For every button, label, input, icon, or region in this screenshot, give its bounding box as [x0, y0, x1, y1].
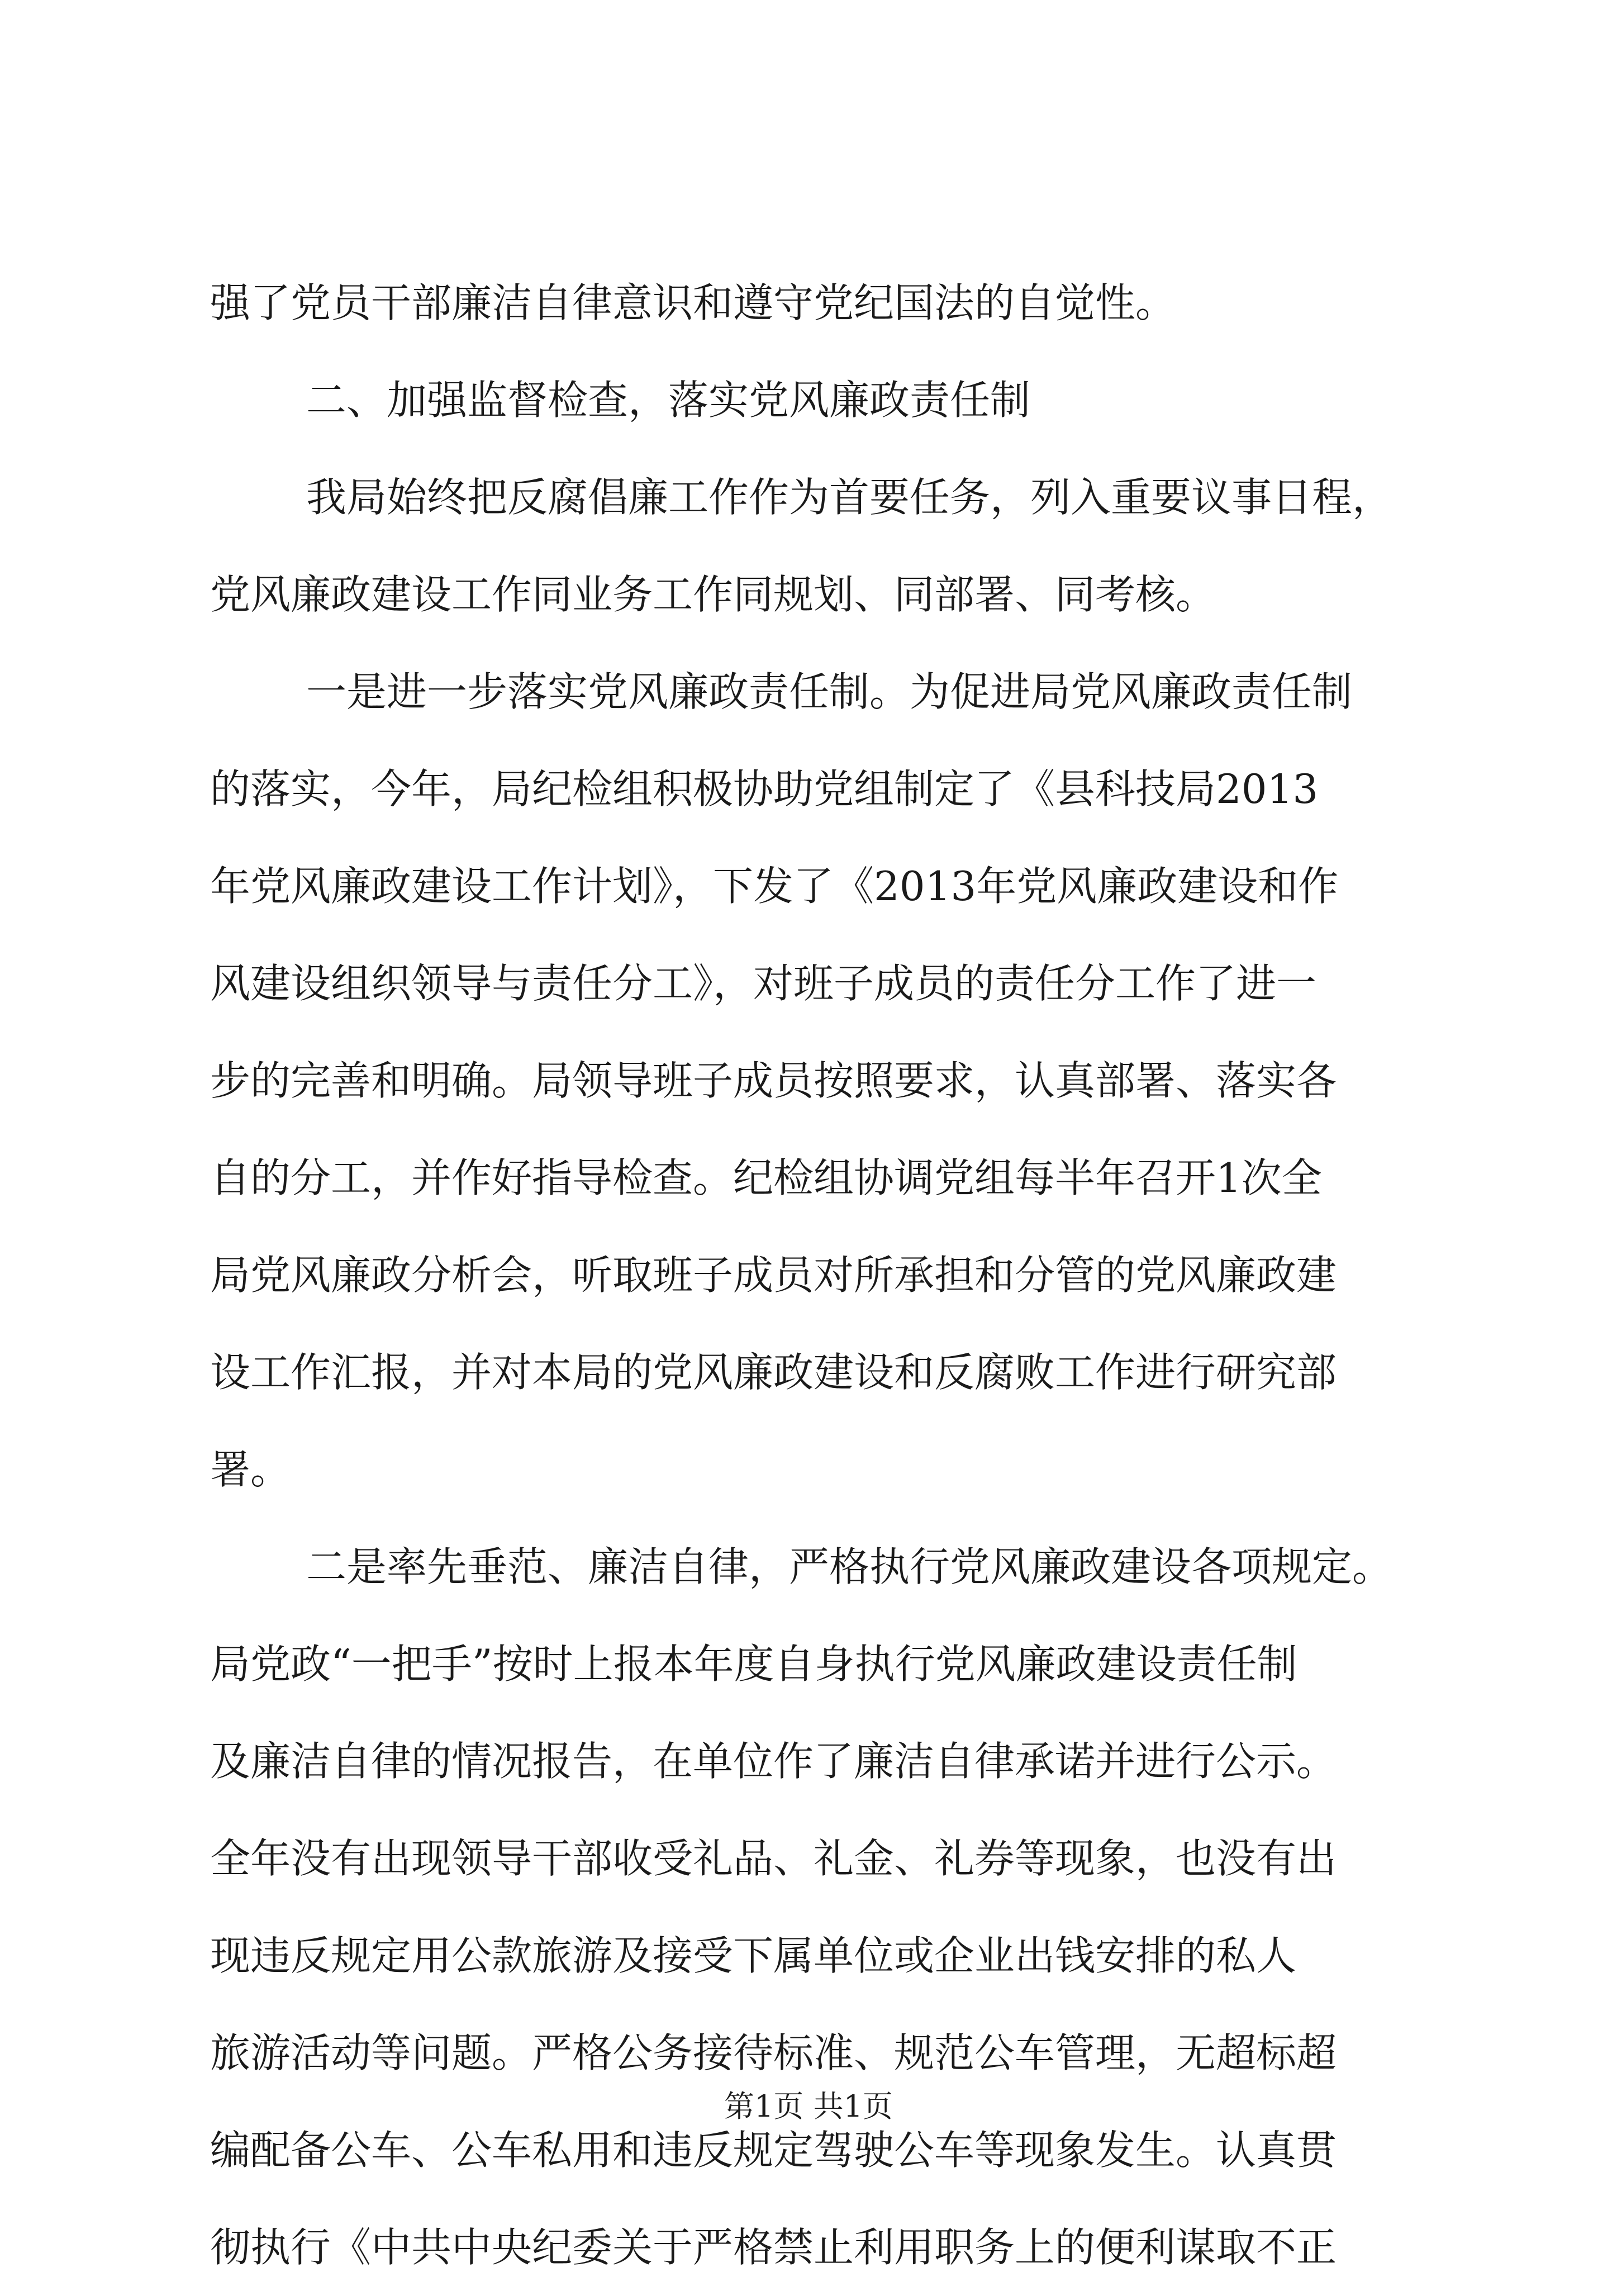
- text-line: 的落实，今年，局纪检组积极协助党组制定了《县科技局2013: [210, 766, 1319, 812]
- text-line: 彻执行《中共中央纪委关于严格禁止利用职务上的便利谋取不正: [210, 2224, 1337, 2271]
- text-line: 二是率先垂范、廉洁自律，严格执行党风廉政建设各项规定。: [306, 1543, 1393, 1590]
- text-line: 一是进一步落实党风廉政责任制。为促进局党风廉政责任制: [306, 668, 1353, 715]
- text-line: 强了党员干部廉洁自律意识和遵守党纪国法的自觉性。: [210, 279, 1176, 326]
- page-footer: 第1页 共1页: [724, 2089, 893, 2124]
- text-line: 全年没有出现领导干部收受礼品、礼金、礼券等现象，也没有出: [210, 1835, 1337, 1882]
- text-line: 旅游活动等问题。严格公务接待标准、规范公车管理，无超标超: [210, 2029, 1337, 2076]
- text-line: 自的分工，并作好指导检查。纪检组协调党组每半年召开1次全: [210, 1154, 1322, 1201]
- text-line: 党风廉政建设工作同业务工作同规划、同部署、同考核。: [210, 571, 1216, 618]
- text-line: 编配备公车、公车私用和违反规定驾驶公车等现象发生。认真贯: [210, 2127, 1337, 2174]
- text-line: 风建设组织领导与责任分工》，对班子成员的责任分工作了进一: [210, 960, 1317, 1007]
- text-line: 步的完善和明确。局领导班子成员按照要求，认真部署、落实各: [210, 1057, 1337, 1104]
- text-line: 设工作汇报，并对本局的党风廉政建设和反腐败工作进行研究部: [210, 1349, 1337, 1396]
- text-line: 局党风廉政分析会，听取班子成员对所承担和分管的党风廉政建: [210, 1252, 1337, 1299]
- text-line: 局党政“一把手”按时上报本年度自身执行党风廉政建设责任制: [210, 1641, 1297, 1687]
- text-line: 我局始终把反腐倡廉工作作为首要任务，列入重要议事日程，: [306, 474, 1393, 521]
- text-line: 及廉洁自律的情况报告，在单位作了廉洁自律承诺并进行公示。: [210, 1738, 1337, 1785]
- text-line: 二、加强监督检查，落实党风廉政责任制: [306, 377, 1031, 424]
- text-line: 现违反规定用公款旅游及接受下属单位或企业出钱安排的私人: [210, 1932, 1297, 1979]
- text-line: 年党风廉政建设工作计划》，下发了《2013年党风廉政建设和作: [210, 863, 1339, 910]
- text-line: 署。: [210, 1446, 291, 1493]
- document-body: [210, 254, 1467, 2296]
